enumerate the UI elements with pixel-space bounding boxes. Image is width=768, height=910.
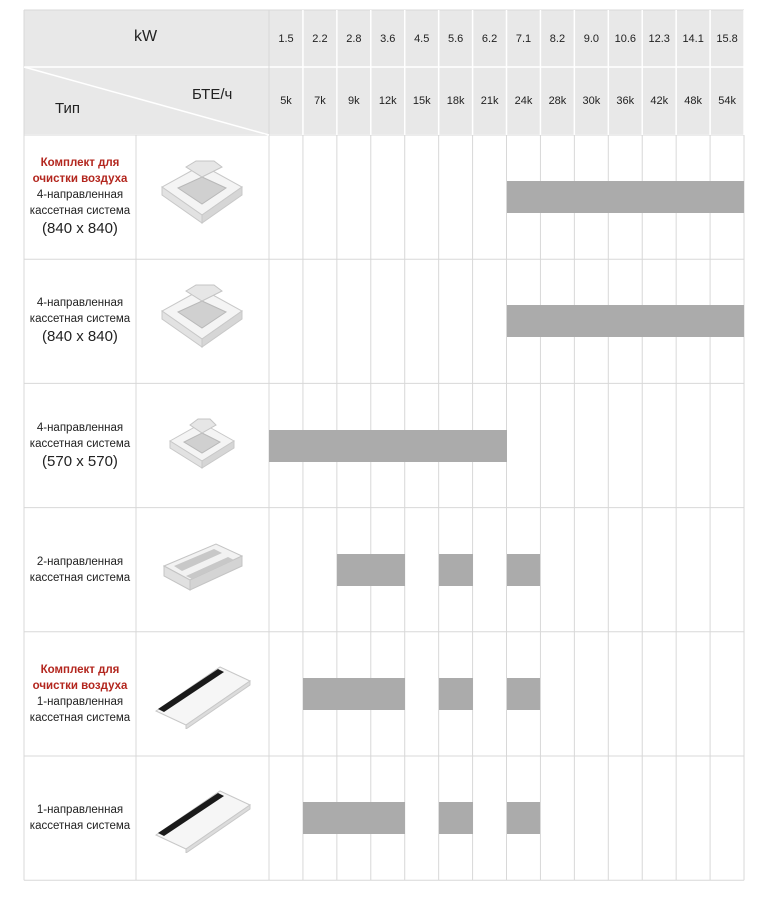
unit-direction: 4-направленная — [36, 297, 124, 310]
unit-badge: Комплект для очистки воздуха — [32, 157, 128, 186]
kw-value: 1.5 — [278, 33, 294, 45]
cassette-4way-large-icon — [156, 157, 248, 242]
capacity-bar — [507, 678, 541, 710]
btu-value: 42k — [650, 95, 669, 107]
kw-value: 2.8 — [346, 33, 362, 45]
unit-dimensions: (840 x 840) — [42, 220, 118, 238]
capacity-bar — [337, 554, 405, 586]
kw-label: kW — [134, 28, 158, 45]
btu-value: 54k — [718, 95, 736, 107]
kw-value: 15.8 — [716, 33, 738, 45]
btu-value: 28k — [548, 95, 567, 107]
unit-direction: 1-направленная — [36, 804, 124, 817]
btu-value: 18k — [446, 95, 465, 107]
kw-value: 14.1 — [682, 33, 704, 45]
capacity-bar — [507, 181, 745, 213]
cassette-1way-icon — [150, 659, 254, 734]
capacity-bar — [439, 554, 473, 586]
kw-value: 8.2 — [549, 33, 566, 45]
kw-value: 6.2 — [481, 33, 498, 45]
capacity-bar — [439, 802, 473, 834]
kw-value: 10.6 — [614, 33, 636, 45]
unit-system: кассетная система — [29, 313, 131, 326]
unit-type-label — [24, 802, 136, 834]
btu-value: 30k — [582, 95, 601, 107]
kw-value: 4.5 — [414, 33, 430, 45]
capacity-bar — [507, 554, 541, 586]
unit-type-label — [24, 662, 136, 726]
btu-value: 24k — [514, 95, 533, 107]
kw-value: 12.3 — [648, 33, 670, 45]
unit-system: кассетная система — [29, 820, 131, 833]
btu-value: 15k — [412, 95, 431, 107]
btu-value: 5k — [280, 95, 292, 107]
btu-value: 12k — [378, 95, 397, 107]
type-label: Тип — [55, 100, 81, 117]
btu-label: БТЕ/ч — [192, 86, 233, 103]
unit-type-label — [24, 155, 136, 239]
capacity-bar — [507, 802, 541, 834]
capacity-bar — [303, 802, 405, 834]
btu-value: 36k — [616, 95, 635, 107]
unit-badge: Комплект для очистки воздуха — [32, 663, 128, 692]
unit-system: кассетная система — [29, 437, 131, 450]
unit-system: кассетная система — [29, 711, 131, 724]
kw-value: 2.2 — [312, 33, 328, 45]
unit-type-label — [24, 420, 136, 472]
btu-value: 21k — [480, 95, 499, 107]
unit-direction: 1-направленная — [36, 695, 124, 708]
cassette-1way-icon — [150, 783, 254, 858]
unit-type-label — [24, 554, 136, 586]
kw-value: 3.6 — [380, 33, 396, 45]
capacity-bar — [269, 430, 507, 462]
unit-direction: 4-направленная — [36, 189, 124, 202]
capacity-bar — [507, 305, 745, 337]
unit-dimensions: (570 x 570) — [42, 452, 118, 470]
capacity-bar — [303, 678, 405, 710]
btu-value: 9k — [348, 95, 360, 107]
btu-value: 48k — [684, 95, 703, 107]
unit-type-label — [24, 295, 136, 347]
unit-direction: 2-направленная — [36, 555, 124, 568]
cassette-4way-small-icon — [162, 413, 242, 484]
kw-value: 5.6 — [447, 33, 464, 45]
cassette-4way-large-icon — [156, 281, 248, 366]
unit-system: кассетная система — [29, 571, 131, 584]
unit-system: кассетная система — [29, 205, 131, 218]
kw-value: 7.1 — [515, 33, 532, 45]
unit-dimensions: (840 x 840) — [42, 328, 118, 346]
unit-direction: 4-направленная — [36, 421, 124, 434]
capacity-bar — [439, 678, 473, 710]
btu-value: 7k — [314, 95, 326, 107]
kw-value: 9.0 — [583, 33, 599, 45]
cassette-2way-icon — [156, 536, 248, 609]
